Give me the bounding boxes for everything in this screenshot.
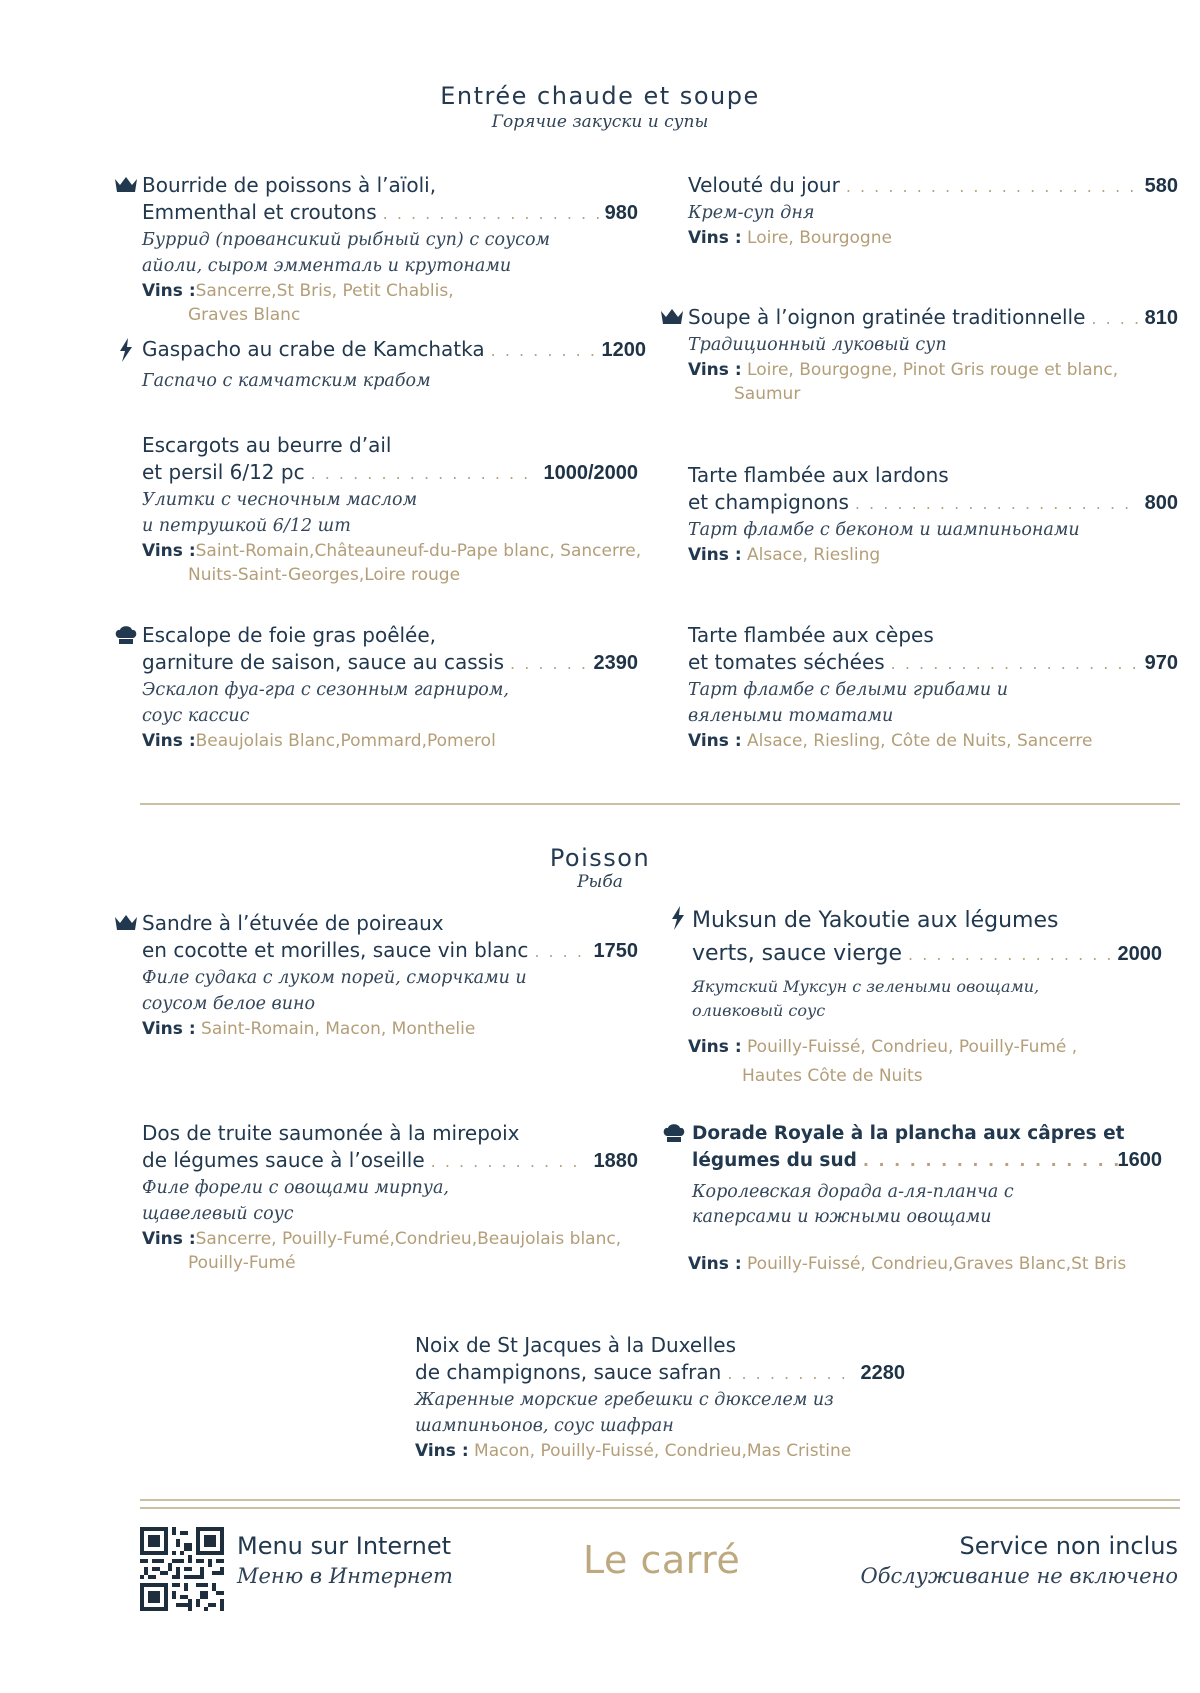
item-price: 810: [1144, 307, 1178, 329]
menu-item-veloute: [688, 172, 1178, 250]
item-translation: Улитки с чесночным маслом: [142, 490, 418, 510]
item-name: et persil 6/12 pc: [142, 460, 305, 484]
item-name: Muksun de Yakoutie aux légumes: [692, 908, 1059, 933]
menu-item-st-jacques: [415, 1332, 905, 1463]
menu-item-dorade: [688, 1120, 1162, 1276]
item-name: en cocotte et morilles, sauce vin blanc: [142, 938, 529, 962]
item-translation: айоли, сыром эмменталь и крутонами: [142, 256, 512, 276]
footer-divider: [140, 1499, 1180, 1501]
item-name: Dorade Royale à la plancha aux câpres et: [692, 1123, 1125, 1144]
chef-hat-icon: [662, 1122, 686, 1144]
item-wines: Vins : Pouilly-Fuissé, Condrieu, Pouilly-Fumé , Hautes Côte de Nuits: [688, 1037, 1078, 1086]
item-name: Emmenthal et croutons: [142, 200, 377, 224]
item-translation: Королевская дорада а-ля-планча с: [692, 1182, 1014, 1202]
item-translation: Тарт фламбе с белыми грибами и: [688, 680, 1009, 700]
item-name: Dos de truite saumonée à la mirepoix: [142, 1121, 520, 1145]
item-price: 980: [604, 202, 638, 224]
item-name: de champignons, sauce safran: [415, 1360, 722, 1384]
qr-code-icon[interactable]: [140, 1527, 224, 1611]
item-wines: Vins :Saint-Romain,Châteauneuf-du-Pape blanc, Sancerre, Nuits-Saint-Georges,Loire rouge: [142, 541, 642, 585]
item-price: 970: [1144, 652, 1178, 674]
item-translation: Жаренные морские гребешки с дюкселем из: [415, 1390, 834, 1410]
lightning-icon: [118, 338, 134, 360]
item-price: 580: [1144, 175, 1178, 197]
item-wines: Vins : Pouilly-Fuissé, Condrieu,Graves Blanc,St Bris: [688, 1254, 1127, 1274]
section-heading-entree: [0, 82, 1200, 132]
menu-item-bourride: [142, 172, 638, 327]
item-price: 800: [1144, 492, 1178, 514]
service-note-fr: Service non inclus: [959, 1532, 1178, 1560]
item-translation: оливковый соус: [692, 1001, 826, 1020]
menu-item-foie-gras: [142, 622, 638, 753]
item-translation: каперсами и южными овощами: [692, 1207, 992, 1227]
menu-online-label: Menu sur Internet: [237, 1532, 452, 1560]
item-wines: Vins :Beaujolais Blanc,Pommard,Pomerol: [142, 731, 496, 751]
menu-item-muksun: [688, 904, 1162, 1091]
item-name: Velouté du jour: [688, 173, 840, 197]
item-wines: Vins :Sancerre, Pouilly-Fumé,Condrieu,Beaujolais blanc, Pouilly-Fumé: [142, 1229, 622, 1273]
item-translation: соус кассис: [142, 706, 250, 726]
item-price: 1200: [601, 339, 646, 361]
service-note-ru: Обслуживание не включено: [860, 1564, 1178, 1588]
item-name: garniture de saison, sauce au cassis: [142, 650, 505, 674]
item-name: Bourride de poissons à l’aïoli,: [142, 173, 437, 197]
item-wines: Vins : Alsace, Riesling, Côte de Nuits, Sancerre: [688, 731, 1093, 751]
section-divider: [140, 803, 1180, 805]
item-translation: щавелевый соус: [142, 1204, 294, 1224]
menu-item-truite: [142, 1120, 638, 1275]
section-title: Entrée chaude et soupe: [440, 82, 760, 110]
menu-item-sandre: [142, 910, 638, 1041]
item-translation: Крем-суп дня: [688, 203, 815, 223]
item-price: 2000: [1117, 943, 1162, 965]
crown-icon: [114, 912, 138, 934]
item-wines: Vins : Macon, Pouilly-Fuissé, Condrieu,Mas Cristine: [415, 1441, 852, 1461]
item-name: Escargots au beurre d’ail: [142, 433, 392, 457]
item-translation: Филе судака с луком порей, сморчками и: [142, 968, 527, 988]
item-name: légumes du sud: [692, 1150, 857, 1171]
item-name: Escalope de foie gras poêlée,: [142, 623, 437, 647]
item-translation: и петрушкой 6/12 шт: [142, 516, 351, 536]
item-translation: Традиционный луковый суп: [688, 335, 947, 355]
menu-online-label-ru: Меню в Интернет: [237, 1564, 453, 1588]
item-translation: Филе форели с овощами мирпуа,: [142, 1178, 449, 1198]
item-translation: Эскалоп фуа-гра с сезонным гарниром,: [142, 680, 509, 700]
menu-item-soupe-oignon: [688, 304, 1178, 406]
footer-divider: [140, 1507, 1180, 1509]
item-wines: Vins : Loire, Bourgogne: [688, 228, 892, 248]
item-name: verts, sauce vierge: [692, 941, 903, 966]
service-note: [861, 1531, 1178, 1591]
section-subtitle: Рыба: [577, 872, 623, 892]
item-name: et champignons: [688, 490, 849, 514]
item-translation: соусом белое вино: [142, 994, 316, 1014]
item-price: 2280: [860, 1362, 905, 1384]
item-name: Noix de St Jacques à la Duxelles: [415, 1333, 737, 1357]
item-translation: шампиньонов, соус шафран: [415, 1416, 674, 1436]
menu-item-tarte-lardons: [688, 462, 1178, 567]
item-name: et tomates séchées: [688, 650, 885, 674]
item-wines: Vins :Sancerre,St Bris, Petit Chablis, Graves Blanc: [142, 281, 454, 325]
item-translation: вялеными томатами: [688, 706, 894, 726]
item-wines: Vins : Alsace, Riesling: [688, 545, 881, 565]
brand-logo: Le carré: [583, 1538, 741, 1582]
menu-online-link[interactable]: [237, 1531, 453, 1591]
crown-icon: [660, 306, 684, 328]
item-price: 1880: [593, 1150, 638, 1172]
item-price: 1000/2000: [543, 462, 638, 484]
item-translation: Буррид (провансикий рыбный суп) с соусом: [142, 230, 551, 250]
section-heading-poisson: [0, 844, 1200, 892]
item-wines: Vins : Saint-Romain, Macon, Monthelie: [142, 1019, 476, 1039]
menu-item-tarte-cepes: [688, 622, 1178, 753]
section-title: Poisson: [549, 844, 651, 872]
crown-icon: [114, 174, 138, 196]
item-price: 1750: [593, 940, 638, 962]
section-subtitle: Горячие закуски и супы: [491, 112, 709, 132]
menu-item-escargots: [142, 432, 642, 587]
item-translation: Якутский Муксун с зелеными овощами,: [692, 977, 1040, 996]
item-name: Sandre à l’étuvée de poireaux: [142, 911, 444, 935]
item-name: Tarte flambée aux lardons: [688, 463, 949, 487]
item-translation: Гаспачо с камчатским крабом: [142, 371, 431, 391]
menu-item-gaspacho: [142, 336, 646, 394]
lightning-icon: [670, 906, 686, 928]
item-translation: Тарт фламбе с беконом и шампиньонами: [688, 520, 1080, 540]
item-name: Soupe à l’oignon gratinée traditionnelle: [688, 305, 1086, 329]
chef-hat-icon: [114, 624, 138, 646]
item-name: Tarte flambée aux cèpes: [688, 623, 934, 647]
item-name: Gaspacho au crabe de Kamchatka: [142, 337, 485, 361]
item-price: 2390: [593, 652, 638, 674]
item-name: de légumes sauce à l’oseille: [142, 1148, 425, 1172]
item-wines: Vins : Loire, Bourgogne, Pinot Gris rouge et blanc, Saumur: [688, 360, 1119, 404]
item-price: 1600: [1117, 1149, 1162, 1171]
